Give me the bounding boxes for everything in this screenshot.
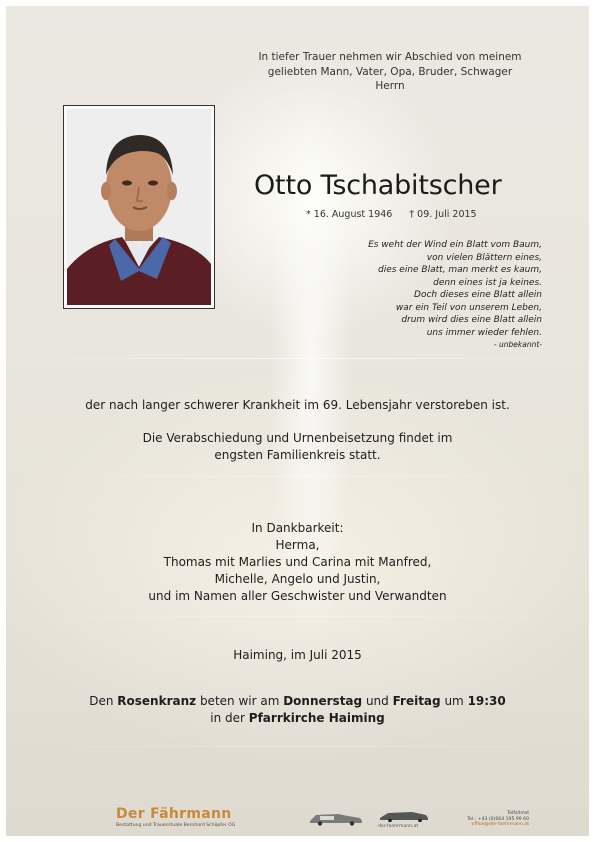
obituary-card <box>6 6 589 836</box>
deceased-name: Otto Tschabitscher <box>254 170 502 201</box>
birth-date: * 16. August 1946 <box>306 209 393 220</box>
poem-line: von vielen Blättern eines, <box>426 252 542 263</box>
rosary-text: Den <box>89 694 118 708</box>
hearse-icon <box>308 810 364 826</box>
thanks-line: Herma, <box>275 538 320 552</box>
contact-line: Telfs/Imst <box>507 811 529 816</box>
water-sheen <box>6 476 589 477</box>
rosary-day: Donnerstag <box>283 694 363 708</box>
intro-line: geliebten Mann, Vater, Opa, Bruder, Schwager <box>267 65 513 78</box>
portrait-photo <box>67 109 211 305</box>
funeral-notice <box>6 430 589 464</box>
poem-line: war ein Teil von unserem Leben, <box>395 302 542 313</box>
intro-text <box>234 50 546 94</box>
thanks-block <box>6 520 589 605</box>
death-date: † 09. Juli 2015 <box>409 209 477 220</box>
poem-author: - unbekannt- <box>493 340 542 349</box>
poem-line: Doch dieses eine Blatt allein <box>414 290 542 300</box>
brand-subtitle: Bestattung und Trauerrituale Bernhard Schöpfer OG <box>116 823 236 828</box>
brand-logo: Der Fährmann <box>116 806 232 822</box>
rosary-line-1 <box>6 693 589 710</box>
rosary-text: und <box>362 694 393 708</box>
place-date: Haiming, im Juli 2015 <box>233 648 362 662</box>
funeral-line: engsten Familienkreis statt. <box>214 448 381 462</box>
thanks-line: In Dankbarkeit: <box>251 521 344 535</box>
rosary-church: Pfarrkirche Haiming <box>248 711 385 725</box>
rosary-day: Freitag <box>392 694 441 708</box>
rosary-notice <box>6 693 589 727</box>
portrait-frame <box>63 105 215 309</box>
water-sheen <box>6 358 589 359</box>
funeral-line: Die Verabschiedung und Urnenbeisetzung findet im <box>142 431 453 445</box>
rosary-text: um <box>440 694 468 708</box>
illness-statement: der nach langer schwerer Krankheit im 69. Lebensjahr verstoreben ist. <box>85 398 510 412</box>
water-sheen <box>6 616 589 617</box>
contact-info <box>434 811 529 828</box>
rosary-line-2 <box>6 710 589 727</box>
rosary-text: in der <box>210 711 249 725</box>
life-dates <box>306 209 546 220</box>
contact-line: Tel.: +43 (0)664 195 99 60 <box>467 816 529 822</box>
footer <box>116 806 536 834</box>
thanks-line: Thomas mit Marlies und Carina mit Manfred, <box>163 555 432 569</box>
contact-line: office@der-faehrmann.at <box>471 822 529 828</box>
thanks-line: und im Namen aller Geschwister und Verwandten <box>148 589 447 603</box>
poem <box>296 239 542 350</box>
poem-line: drum wird dies eine Blatt allein <box>401 315 542 325</box>
water-sheen <box>6 746 589 747</box>
website-label: der-faehrmann.at <box>378 824 419 829</box>
portrait-illustration <box>67 109 211 305</box>
rosary-keyword: Rosenkranz <box>117 694 197 708</box>
poem-line: uns immer wieder fehlen. <box>426 327 542 338</box>
thanks-line: Michelle, Angelo und Justin, <box>214 572 381 586</box>
rosary-text: beten wir am <box>196 694 284 708</box>
poem-line: denn eines ist ja keines. <box>433 277 542 288</box>
poem-line: dies eine Blatt, man merkt es kaum, <box>377 265 542 275</box>
poem-line: Es weht der Wind ein Blatt vom Baum, <box>368 240 542 250</box>
intro-line: Herrn <box>375 80 405 92</box>
intro-line: In tiefer Trauer nehmen wir Abschied von meinem <box>258 51 522 63</box>
hearse-icon <box>378 810 430 822</box>
rosary-time: 19:30 <box>467 694 506 708</box>
